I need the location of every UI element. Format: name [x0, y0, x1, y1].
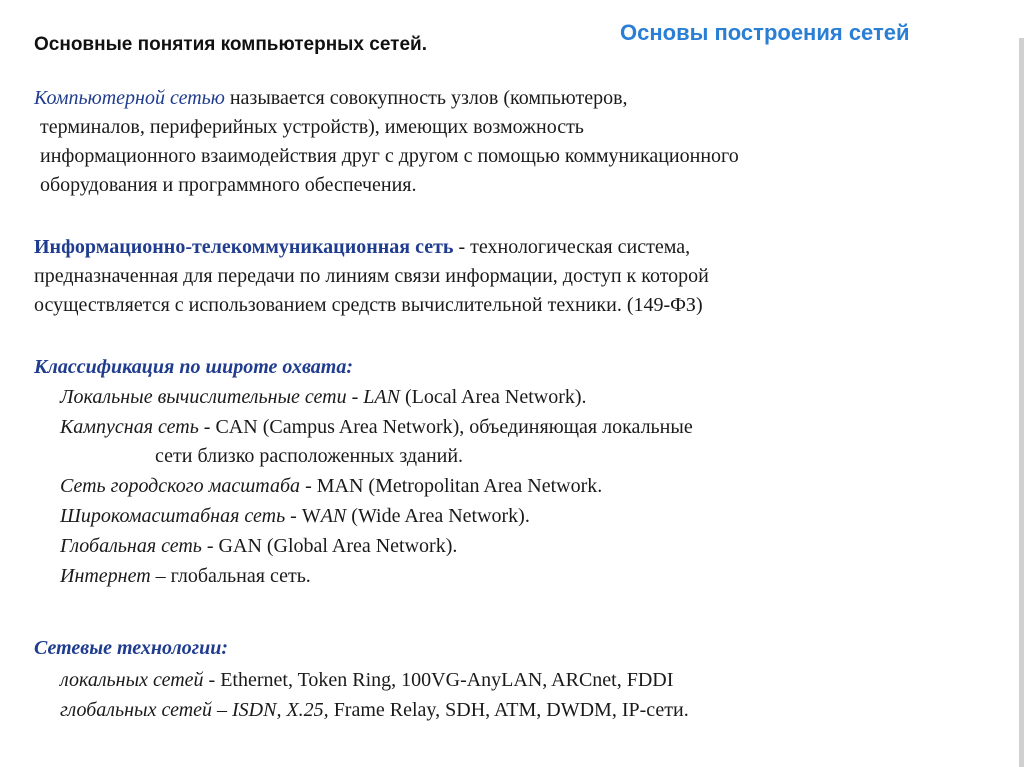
tech-global-mid: – ISDN, X.25,	[212, 699, 329, 721]
tech-local	[60, 666, 673, 694]
term-computer-network: Компьютерной сетью	[34, 87, 225, 109]
term-itc-network: Информационно-телекоммуникационная сеть	[34, 236, 454, 258]
item-abbr-tail: AN	[320, 505, 347, 527]
item-abbr: LAN	[363, 386, 400, 408]
tech-global	[60, 696, 689, 724]
item-desc: (Metropolitan Area Network.	[363, 475, 603, 497]
item-desc: (Local Area Network).	[399, 386, 587, 408]
tech-local-list: - Ethernet, Token Ring, 100VG-AnyLAN, ARCnet, FDDI	[203, 669, 674, 691]
item-term: Сеть городского масштаба	[60, 475, 301, 497]
list-item	[60, 413, 693, 441]
item-term: Широкомасштабная сеть	[60, 505, 286, 527]
list-item	[60, 472, 602, 500]
list-item	[60, 383, 587, 411]
definition-itc-network	[34, 233, 690, 261]
item-term: Локальные вычислительные сети -	[60, 386, 364, 408]
list-item	[60, 562, 311, 590]
item-term: Кампусная сеть	[60, 416, 199, 438]
definition-line: информационного взаимодействия друг с другом с помощью коммуникационного	[40, 145, 739, 167]
item-desc: глобальная сеть.	[170, 565, 311, 587]
list-item-continuation: сети близко расположенных зданий.	[155, 445, 464, 467]
section-heading: Основные понятия компьютерных сетей.	[34, 34, 427, 55]
item-term: Интернет	[60, 565, 151, 587]
item-desc: (Wide Area Network).	[346, 505, 530, 527]
item-abbr: –	[150, 565, 171, 587]
tech-local-term: локальных сетей	[60, 669, 204, 691]
item-abbr: - MAN	[300, 475, 364, 497]
definition-line: предназначенная для передачи по линиям связи информации, доступ к которой	[34, 265, 709, 287]
definition-line: осуществляется с использованием средств вычислительной техники. (149-ФЗ)	[34, 294, 703, 316]
classification-heading: Классификация по широте охвата:	[34, 356, 354, 378]
definition-line: терминалов, периферийных устройств), имеющих возможность	[40, 116, 584, 138]
technologies-heading: Сетевые технологии:	[34, 637, 229, 659]
tech-global-term: глобальных сетей	[60, 699, 213, 721]
right-divider	[1019, 38, 1024, 767]
definition-computer-network	[34, 84, 628, 112]
list-item	[60, 532, 457, 560]
item-term: Глобальная сеть	[60, 535, 202, 557]
item-abbr: - GAN	[201, 535, 262, 557]
item-desc: (Global Area Network).	[261, 535, 458, 557]
definition-line: оборудования и программного обеспечения.	[40, 174, 417, 196]
item-abbr: - CAN	[198, 416, 258, 438]
definition-text: называется совокупность узлов (компьютеров,	[224, 87, 628, 109]
item-abbr: - W	[285, 505, 321, 527]
tech-global-list: Frame Relay, SDH, ATM, DWDM, IP-сети.	[328, 699, 689, 721]
slide-title: Основы построения сетей	[620, 20, 910, 45]
list-item	[60, 502, 530, 530]
definition-text: - технологическая система,	[453, 236, 691, 258]
item-desc: (Campus Area Network), объединяющая локальные	[257, 416, 693, 438]
